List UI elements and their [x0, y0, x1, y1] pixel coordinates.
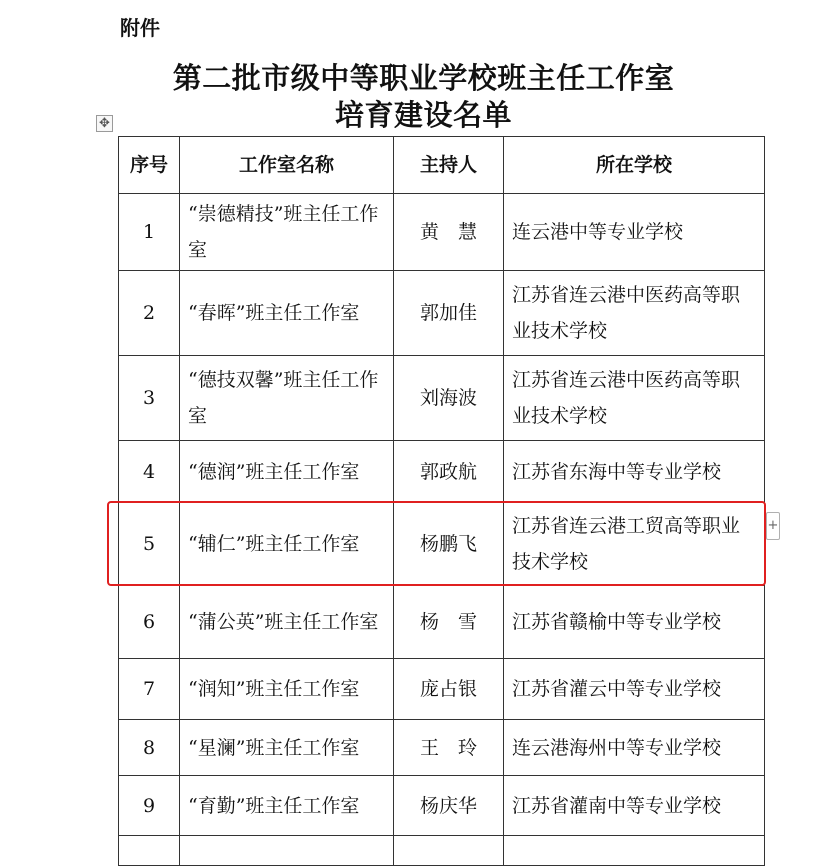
host-cell[interactable]: 杨庆华 — [394, 776, 504, 836]
plus-icon[interactable]: + — [766, 512, 780, 540]
school-cell[interactable]: 江苏省灌南中等专业学校 — [504, 776, 765, 836]
table-row — [119, 441, 765, 503]
studio-name-cell[interactable]: “崇德精技”班主任工作室 — [180, 194, 394, 271]
column-header-host: 主持人 — [394, 137, 504, 194]
host-cell[interactable] — [394, 836, 504, 866]
studio-name-cell[interactable]: “润知”班主任工作室 — [180, 659, 394, 720]
roster-table — [118, 136, 765, 866]
attachment-label: 附件 — [120, 16, 160, 40]
move-cross-icon[interactable]: ✥ — [96, 115, 113, 132]
studio-name-cell[interactable]: “星澜”班主任工作室 — [180, 720, 394, 776]
document-subtitle: 培育建设名单 — [334, 98, 512, 132]
row-number[interactable]: 7 — [119, 659, 180, 720]
studio-name-cell[interactable]: “春晖”班主任工作室 — [180, 271, 394, 356]
school-cell[interactable] — [504, 836, 765, 866]
host-cell[interactable]: 杨鹏飞 — [394, 503, 504, 586]
school-cell[interactable]: 江苏省东海中等专业学校 — [504, 441, 765, 503]
studio-name-cell[interactable]: “辅仁”班主任工作室 — [180, 503, 394, 586]
school-cell[interactable]: 江苏省连云港中医药高等职业技术学校 — [504, 271, 765, 356]
host-cell[interactable]: 庞占银 — [394, 659, 504, 720]
host-cell[interactable]: 黄 慧 — [394, 194, 504, 271]
table-row — [119, 659, 765, 720]
host-cell[interactable]: 刘海波 — [394, 356, 504, 441]
host-cell[interactable]: 王 玲 — [394, 720, 504, 776]
school-cell[interactable]: 江苏省连云港工贸高等职业技术学校 — [504, 503, 765, 586]
table-row — [119, 194, 765, 271]
studio-name-cell[interactable]: “德润”班主任工作室 — [180, 441, 394, 503]
school-cell[interactable]: 江苏省灌云中等专业学校 — [504, 659, 765, 720]
row-number[interactable]: 8 — [119, 720, 180, 776]
table-row-partial — [119, 836, 765, 866]
school-cell[interactable]: 江苏省连云港中医药高等职业技术学校 — [504, 356, 765, 441]
table-header-row — [119, 137, 765, 194]
row-number[interactable]: 9 — [119, 776, 180, 836]
table-row — [119, 720, 765, 776]
table-row — [119, 776, 765, 836]
host-cell[interactable]: 郭政航 — [394, 441, 504, 503]
table-row — [119, 586, 765, 659]
school-cell[interactable]: 江苏省赣榆中等专业学校 — [504, 586, 765, 659]
row-number[interactable]: 5 — [119, 503, 180, 586]
host-cell[interactable]: 杨 雪 — [394, 586, 504, 659]
row-number[interactable] — [119, 836, 180, 866]
table-row-selected — [119, 503, 765, 586]
school-cell[interactable]: 连云港海州中等专业学校 — [504, 720, 765, 776]
table-row — [119, 356, 765, 441]
host-cell[interactable]: 郭加佳 — [394, 271, 504, 356]
studio-name-cell[interactable]: “育勤”班主任工作室 — [180, 776, 394, 836]
column-header-number: 序号 — [119, 137, 180, 194]
column-header-studio-name: 工作室名称 — [180, 137, 394, 194]
row-number[interactable]: 1 — [119, 194, 180, 271]
row-number[interactable]: 6 — [119, 586, 180, 659]
row-number[interactable]: 3 — [119, 356, 180, 441]
row-number[interactable]: 2 — [119, 271, 180, 356]
row-number[interactable]: 4 — [119, 441, 180, 503]
document-title: 第二批市级中等职业学校班主任工作室 — [172, 61, 675, 95]
studio-name-cell[interactable]: “蒲公英”班主任工作室 — [180, 586, 394, 659]
school-cell[interactable]: 连云港中等专业学校 — [504, 194, 765, 271]
studio-name-cell[interactable] — [180, 836, 394, 866]
table-row — [119, 271, 765, 356]
column-header-school: 所在学校 — [504, 137, 765, 194]
studio-name-cell[interactable]: “德技双馨”班主任工作室 — [180, 356, 394, 441]
